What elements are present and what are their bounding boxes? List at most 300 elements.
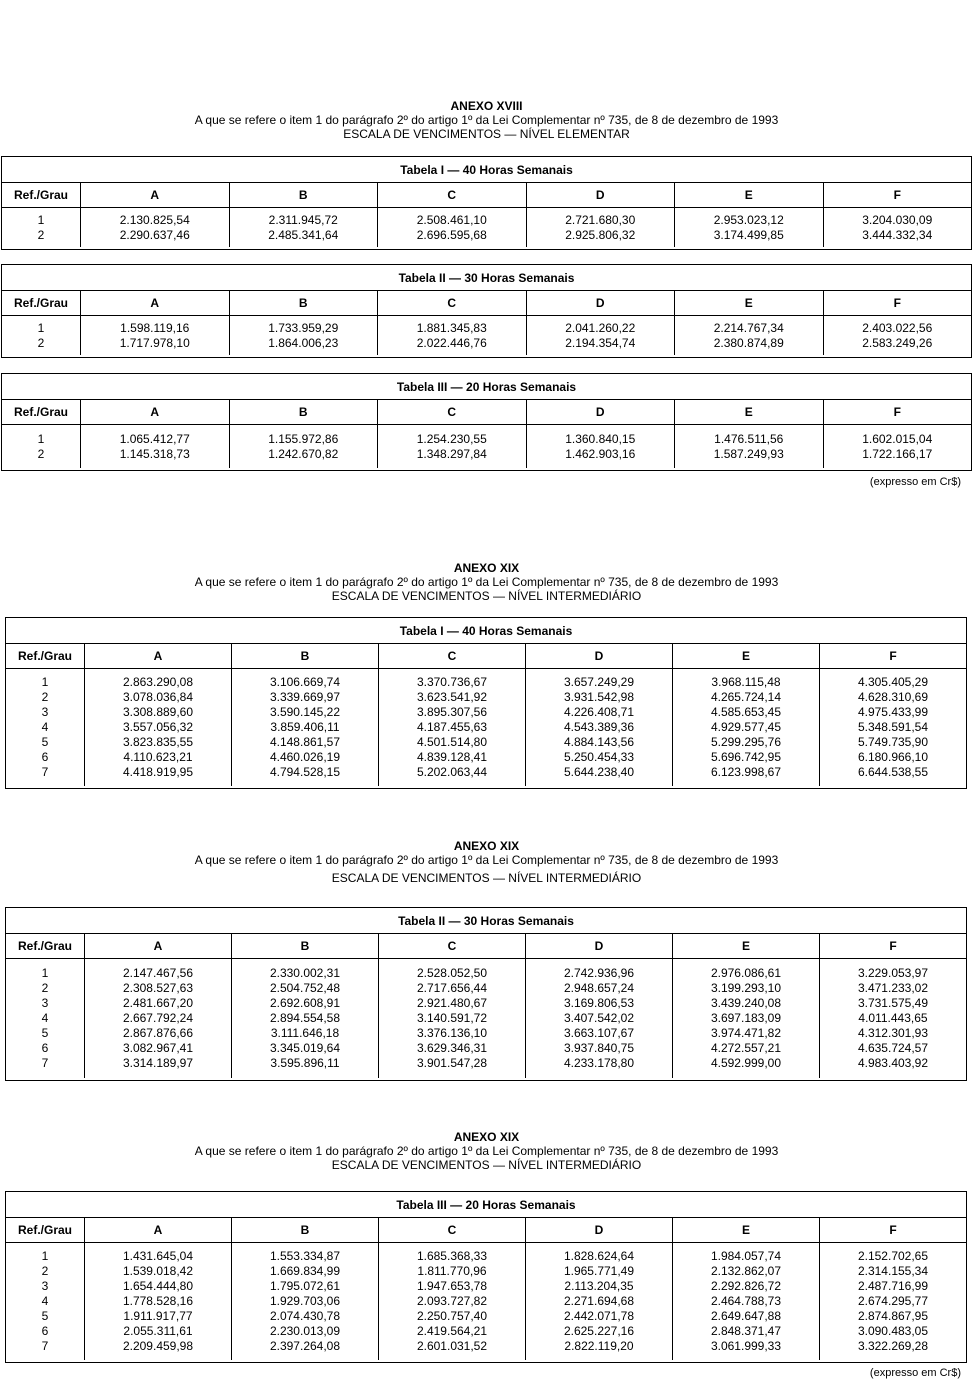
- salary-value: 2.464.788,73: [710, 1294, 782, 1308]
- column-header: B: [229, 291, 378, 315]
- salary-value: 3.322.269,28: [857, 1339, 929, 1353]
- table-body: [2, 425, 971, 468]
- column-header: E: [672, 934, 819, 958]
- salary-value: 1.602.015,04: [862, 431, 933, 446]
- salary-value: 4.794.528,15: [269, 765, 341, 779]
- salary-value: 3.106.669,74: [269, 675, 341, 689]
- salary-value: 3.376.136,10: [416, 1026, 488, 1040]
- salary-value: 2.742.936,96: [563, 966, 635, 980]
- table-caption: Tabela III — 20 Horas Semanais: [2, 374, 971, 400]
- salary-value: 2.397.264,08: [269, 1339, 341, 1353]
- anexo-xix-header: [0, 1130, 973, 1172]
- value-column: [525, 669, 672, 786]
- ref-grau-value: 6: [41, 750, 49, 764]
- salary-value: 4.983.403,92: [857, 1056, 929, 1070]
- salary-value: 2.214.767,34: [713, 320, 784, 335]
- column-header: D: [525, 1218, 672, 1242]
- salary-value: 4.543.389,36: [563, 720, 635, 734]
- salary-value: 2.487.716,99: [857, 1279, 929, 1293]
- ref-grau-value: 3: [41, 1279, 49, 1293]
- ref-grau-value: 7: [41, 1056, 49, 1070]
- salary-value: 3.174.499,85: [713, 227, 784, 242]
- salary-value: 3.204.030,09: [862, 212, 933, 227]
- salary-value: 1.065.412,77: [119, 431, 190, 446]
- salary-value: 2.481.667,20: [122, 996, 194, 1010]
- ref-grau-value: 6: [41, 1041, 49, 1055]
- salary-value: 4.226.408,71: [563, 705, 635, 719]
- anexo-xviii-header: [0, 99, 973, 141]
- column-header: A: [84, 644, 231, 668]
- salary-value: 1.795.072,61: [269, 1279, 341, 1293]
- salary-value: 3.859.406,11: [270, 720, 340, 734]
- salary-value: 4.148.861,57: [269, 735, 341, 749]
- salary-value: 2.194.354,74: [565, 335, 636, 350]
- salary-value: 2.209.459,98: [122, 1339, 194, 1353]
- column-header: C: [377, 183, 526, 207]
- column-header: F: [823, 291, 972, 315]
- column-header: E: [674, 183, 823, 207]
- salary-value: 2.696.595,68: [416, 227, 487, 242]
- table-header-row: [6, 1218, 966, 1243]
- salary-value: 1.984.057,74: [710, 1249, 782, 1263]
- salary-value: 3.082.967,41: [122, 1041, 194, 1055]
- salary-value: 2.649.647,88: [710, 1309, 782, 1323]
- salary-value: 2.601.031,52: [416, 1339, 488, 1353]
- salary-value: 2.130.825,54: [119, 212, 190, 227]
- salary-value: 4.272.557,21: [710, 1041, 782, 1055]
- column-header: C: [378, 644, 525, 668]
- column-header: E: [672, 644, 819, 668]
- value-column: [674, 316, 823, 355]
- salary-value: 2.874.867,95: [857, 1309, 929, 1323]
- salary-value: 2.674.295,77: [857, 1294, 929, 1308]
- salary-value: 5.299.295,76: [710, 735, 782, 749]
- salary-value: 2.625.227,16: [563, 1324, 635, 1338]
- table-header-row: [6, 934, 966, 959]
- salary-value: 2.925.806,32: [565, 227, 636, 242]
- salary-value: 1.911.917,77: [123, 1309, 193, 1323]
- column-header: C: [378, 1218, 525, 1242]
- salary-value: 2.721.680,30: [565, 212, 636, 227]
- salary-value: 1.360.840,15: [565, 431, 636, 446]
- salary-value: 5.202.063,44: [416, 765, 488, 779]
- salary-value: 2.074.430,78: [269, 1309, 341, 1323]
- anexo-scale: ESCALA DE VENCIMENTOS — NÍVEL INTERMEDIÁRIO: [331, 589, 642, 603]
- column-header: F: [819, 644, 966, 668]
- value-column: [819, 959, 966, 1078]
- value-column: [525, 959, 672, 1078]
- salary-value: 3.901.547,28: [416, 1056, 488, 1070]
- salary-value: 1.155.972,86: [268, 431, 339, 446]
- salary-value: 1.462.903,16: [565, 446, 636, 461]
- salary-value: 6.123.998,67: [710, 765, 782, 779]
- column-header: Ref./Grau: [17, 1223, 72, 1237]
- salary-value: 1.242.670,82: [268, 446, 339, 461]
- anexo-title: ANEXO XIX: [453, 1130, 520, 1144]
- salary-value: 4.305.405,29: [857, 675, 929, 689]
- value-column: [377, 425, 526, 468]
- salary-value: 1.654.444,80: [122, 1279, 194, 1293]
- table-body: [6, 959, 966, 1078]
- salary-value: 4.233.178,80: [563, 1056, 635, 1070]
- salary-value: 3.629.346,31: [416, 1041, 488, 1055]
- salary-value: 1.669.834,99: [269, 1264, 341, 1278]
- salary-value: 3.111.646,18: [270, 1026, 340, 1040]
- value-column: [525, 1243, 672, 1360]
- column-header: D: [525, 644, 672, 668]
- value-column: [84, 959, 231, 1078]
- column-header: B: [231, 934, 378, 958]
- ref-grau-column: [6, 1243, 84, 1360]
- column-header: A: [80, 400, 229, 424]
- ref-grau-value: 1: [41, 966, 49, 980]
- salary-value: 2.093.727,82: [416, 1294, 488, 1308]
- salary-value: 1.598.119,16: [120, 320, 190, 335]
- anexo-subtitle: A que se refere o item 1 do parágrafo 2º do artigo 1º da Lei Complementar nº 735, de 8 de dezembro de 1993: [194, 113, 779, 127]
- value-column: [231, 959, 378, 1078]
- column-header: Ref./Grau: [13, 188, 68, 202]
- salary-value: 3.444.332,34: [862, 227, 933, 242]
- salary-value: 3.140.591,72: [416, 1011, 488, 1025]
- salary-value: 3.078.036,84: [122, 690, 194, 704]
- anexo-xix-header: [0, 561, 973, 603]
- salary-value: 3.663.107,67: [563, 1026, 635, 1040]
- salary-value: 1.348.297,84: [416, 446, 487, 461]
- salary-value: 3.557.056,32: [122, 720, 194, 734]
- value-column: [377, 316, 526, 355]
- salary-table: [1, 264, 972, 358]
- salary-value: 3.697.183,09: [710, 1011, 782, 1025]
- anexo-scale: ESCALA DE VENCIMENTOS — NÍVEL ELEMENTAR: [343, 127, 630, 141]
- salary-value: 3.895.307,56: [416, 705, 488, 719]
- ref-grau-value: 2: [41, 981, 49, 995]
- salary-value: 3.937.840,75: [563, 1041, 635, 1055]
- salary-table: [1, 373, 972, 471]
- salary-value: 1.929.703,06: [269, 1294, 341, 1308]
- salary-value: 2.314.155,34: [857, 1264, 929, 1278]
- salary-value: 2.292.826,72: [710, 1279, 782, 1293]
- salary-value: 4.460.026,19: [269, 750, 341, 764]
- salary-value: 2.976.086,61: [710, 966, 782, 980]
- salary-value: 2.948.657,24: [563, 981, 635, 995]
- salary-value: 2.867.876,66: [122, 1026, 194, 1040]
- column-header: F: [819, 1218, 966, 1242]
- salary-value: 4.628.310,69: [857, 690, 929, 704]
- table-header-row: [2, 183, 971, 208]
- value-column: [80, 208, 229, 247]
- column-header: A: [84, 1218, 231, 1242]
- value-column: [672, 1243, 819, 1360]
- ref-grau-value: 2: [37, 335, 45, 350]
- anexo-subtitle: A que se refere o item 1 do parágrafo 2º do artigo 1º da Lei Complementar nº 735, de 8 de dezembro de 1993: [194, 853, 779, 867]
- salary-value: 2.403.022,56: [862, 320, 933, 335]
- salary-value: 1.947.653,78: [416, 1279, 488, 1293]
- salary-value: 2.528.052,50: [416, 966, 488, 980]
- salary-value: 4.187.455,63: [416, 720, 488, 734]
- salary-value: 3.823.835,55: [122, 735, 194, 749]
- table-body: [2, 208, 971, 247]
- column-header: E: [674, 400, 823, 424]
- salary-value: 4.501.514,80: [416, 735, 488, 749]
- salary-value: 2.308.527,63: [122, 981, 194, 995]
- ref-grau-value: 5: [41, 1026, 49, 1040]
- salary-value: 4.839.128,41: [416, 750, 488, 764]
- salary-value: 3.623.541,92: [416, 690, 488, 704]
- column-header: B: [231, 1218, 378, 1242]
- column-header: Ref./Grau: [17, 939, 72, 953]
- ref-grau-value: 5: [41, 1309, 49, 1323]
- salary-value: 4.418.919,95: [122, 765, 194, 779]
- salary-value: 4.592.999,00: [710, 1056, 782, 1070]
- salary-value: 4.635.724,57: [857, 1041, 929, 1055]
- column-header: F: [819, 934, 966, 958]
- salary-value: 2.692.608,91: [269, 996, 341, 1010]
- table-header-row: [2, 291, 971, 316]
- anexo-xix-header: [0, 839, 973, 885]
- value-column: [231, 669, 378, 786]
- salary-value: 1.717.978,10: [119, 335, 190, 350]
- ref-grau-value: 2: [41, 1264, 49, 1278]
- salary-value: 1.476.511,56: [714, 431, 784, 446]
- column-header: D: [526, 291, 675, 315]
- ref-grau-value: 2: [37, 446, 45, 461]
- column-header: C: [378, 934, 525, 958]
- ref-grau-column: [2, 208, 80, 247]
- ref-grau-value: 7: [41, 1339, 49, 1353]
- ref-grau-value: 1: [37, 431, 45, 446]
- salary-value: 4.975.433,99: [857, 705, 929, 719]
- salary-value: 3.339.669,97: [269, 690, 341, 704]
- value-column: [672, 669, 819, 786]
- salary-value: 1.778.528,16: [122, 1294, 194, 1308]
- table-caption: Tabela I — 40 Horas Semanais: [2, 157, 971, 183]
- value-column: [80, 425, 229, 468]
- value-column: [823, 208, 972, 247]
- value-column: [377, 208, 526, 247]
- value-column: [526, 208, 675, 247]
- ref-grau-value: 4: [41, 720, 49, 734]
- salary-value: 3.471.233,02: [857, 981, 929, 995]
- table-body: [2, 316, 971, 355]
- salary-value: 2.848.371,47: [710, 1324, 782, 1338]
- column-header: F: [823, 183, 972, 207]
- ref-grau-value: 1: [37, 212, 45, 227]
- value-column: [84, 669, 231, 786]
- ref-grau-value: 7: [41, 765, 49, 779]
- table-body: [6, 669, 966, 786]
- anexo-title: ANEXO XIX: [453, 839, 520, 853]
- column-header: D: [526, 400, 675, 424]
- value-column: [819, 1243, 966, 1360]
- currency-note: (expresso em Cr$): [869, 476, 961, 488]
- salary-value: 2.147.467,56: [122, 966, 194, 980]
- salary-value: 2.583.249,26: [862, 335, 933, 350]
- anexo-scale: ESCALA DE VENCIMENTOS — NÍVEL INTERMEDIÁRIO: [331, 1158, 642, 1172]
- ref-grau-column: [2, 425, 80, 468]
- salary-value: 5.696.742,95: [710, 750, 782, 764]
- anexo-scale: ESCALA DE VENCIMENTOS — NÍVEL INTERMEDIÁRIO: [331, 871, 642, 885]
- salary-value: 3.590.145,22: [269, 705, 341, 719]
- value-column: [378, 669, 525, 786]
- column-header: B: [229, 400, 378, 424]
- salary-value: 2.041.260,22: [565, 320, 636, 335]
- ref-grau-column: [2, 316, 80, 355]
- salary-value: 1.539.018,42: [122, 1264, 194, 1278]
- salary-value: 2.442.071,78: [563, 1309, 635, 1323]
- column-header: C: [377, 400, 526, 424]
- value-column: [526, 316, 675, 355]
- salary-value: 2.921.480,67: [416, 996, 488, 1010]
- salary-value: 2.152.702,65: [857, 1249, 929, 1263]
- salary-value: 3.657.249,29: [563, 675, 635, 689]
- salary-value: 1.254.230,55: [416, 431, 487, 446]
- column-header: D: [526, 183, 675, 207]
- salary-value: 1.685.368,33: [416, 1249, 488, 1263]
- salary-value: 2.230.013,09: [269, 1324, 341, 1338]
- salary-value: 2.330.002,31: [269, 966, 341, 980]
- column-header: A: [80, 183, 229, 207]
- salary-value: 2.953.023,12: [713, 212, 784, 227]
- salary-value: 2.380.874,89: [713, 335, 784, 350]
- salary-value: 3.968.115,48: [711, 675, 781, 689]
- salary-value: 4.312.301,93: [857, 1026, 929, 1040]
- value-column: [674, 208, 823, 247]
- table-caption: Tabela II — 30 Horas Semanais: [2, 265, 971, 291]
- salary-value: 2.132.862,07: [710, 1264, 782, 1278]
- salary-value: 1.881.345,83: [416, 320, 487, 335]
- salary-value: 2.508.461,10: [416, 212, 487, 227]
- salary-value: 1.145.318,73: [119, 446, 190, 461]
- salary-value: 1.864.006,23: [268, 335, 339, 350]
- column-header: Ref./Grau: [17, 649, 72, 663]
- value-column: [231, 1243, 378, 1360]
- salary-value: 4.110.623,21: [123, 750, 193, 764]
- salary-value: 6.180.966,10: [857, 750, 929, 764]
- anexo-title: ANEXO XVIII: [450, 99, 523, 113]
- ref-grau-value: 6: [41, 1324, 49, 1338]
- value-column: [672, 959, 819, 1078]
- salary-value: 3.199.293,10: [710, 981, 782, 995]
- salary-value: 3.974.471,82: [710, 1026, 782, 1040]
- salary-value: 5.348.591,54: [857, 720, 929, 734]
- salary-value: 2.290.637,46: [119, 227, 190, 242]
- ref-grau-column: [6, 959, 84, 1078]
- salary-value: 2.717.656,44: [416, 981, 488, 995]
- table-body: [6, 1243, 966, 1360]
- column-header: Ref./Grau: [13, 296, 68, 310]
- column-header: Ref./Grau: [13, 405, 68, 419]
- ref-grau-value: 5: [41, 735, 49, 749]
- salary-value: 1.965.771,49: [563, 1264, 635, 1278]
- ref-grau-value: 1: [41, 1249, 49, 1263]
- column-header: B: [231, 644, 378, 668]
- salary-value: 4.011.443,65: [858, 1011, 928, 1025]
- salary-value: 1.722.166,17: [862, 446, 933, 461]
- ref-grau-value: 2: [41, 690, 49, 704]
- salary-value: 4.884.143,56: [563, 735, 635, 749]
- salary-value: 2.894.554,58: [269, 1011, 341, 1025]
- salary-table: [5, 1191, 967, 1363]
- salary-value: 1.828.624,64: [563, 1249, 635, 1263]
- value-column: [229, 425, 378, 468]
- column-header: E: [672, 1218, 819, 1242]
- salary-value: 2.863.290,08: [122, 675, 194, 689]
- salary-value: 2.055.311,61: [123, 1324, 193, 1338]
- ref-grau-value: 4: [41, 1294, 49, 1308]
- salary-value: 2.022.446,76: [416, 335, 487, 350]
- column-header: B: [229, 183, 378, 207]
- value-column: [80, 316, 229, 355]
- salary-value: 3.090.483,05: [857, 1324, 929, 1338]
- salary-table: [1, 156, 972, 250]
- salary-value: 1.733.959,29: [268, 320, 339, 335]
- salary-value: 3.731.575,49: [857, 996, 929, 1010]
- value-column: [674, 425, 823, 468]
- table-header-row: [2, 400, 971, 425]
- salary-value: 1.553.334,87: [269, 1249, 341, 1263]
- column-header: A: [80, 291, 229, 315]
- salary-value: 2.822.119,20: [564, 1339, 634, 1353]
- salary-value: 5.749.735,90: [857, 735, 929, 749]
- salary-value: 5.250.454,33: [563, 750, 635, 764]
- value-column: [84, 1243, 231, 1360]
- ref-grau-value: 1: [37, 320, 45, 335]
- salary-table: [5, 907, 967, 1081]
- value-column: [229, 316, 378, 355]
- salary-value: 3.061.999,33: [710, 1339, 782, 1353]
- salary-value: 4.265.724,14: [710, 690, 782, 704]
- ref-grau-value: 3: [41, 705, 49, 719]
- salary-value: 2.419.564,21: [416, 1324, 488, 1338]
- table-caption: Tabela III — 20 Horas Semanais: [6, 1192, 966, 1218]
- salary-value: 2.667.792,24: [122, 1011, 194, 1025]
- salary-value: 3.169.806,53: [563, 996, 635, 1010]
- value-column: [819, 669, 966, 786]
- ref-grau-value: 2: [37, 227, 45, 242]
- value-column: [378, 1243, 525, 1360]
- table-caption: Tabela II — 30 Horas Semanais: [6, 908, 966, 934]
- salary-value: 2.113.204,35: [564, 1279, 634, 1293]
- salary-value: 3.229.053,97: [857, 966, 929, 980]
- salary-value: 3.370.736,67: [416, 675, 488, 689]
- column-header: A: [84, 934, 231, 958]
- column-header: E: [674, 291, 823, 315]
- column-header: C: [377, 291, 526, 315]
- ref-grau-value: 3: [41, 996, 49, 1010]
- salary-value: 1.431.645,04: [122, 1249, 194, 1263]
- currency-note: (expresso em Cr$): [869, 1367, 961, 1379]
- salary-value: 5.644.238,40: [563, 765, 635, 779]
- salary-value: 3.345.019,64: [269, 1041, 341, 1055]
- table-caption: Tabela I — 40 Horas Semanais: [6, 618, 966, 644]
- salary-value: 2.271.694,68: [563, 1294, 635, 1308]
- column-header: D: [525, 934, 672, 958]
- anexo-subtitle: A que se refere o item 1 do parágrafo 2º do artigo 1º da Lei Complementar nº 735, de 8 de dezembro de 1993: [194, 575, 779, 589]
- salary-value: 3.314.189,97: [122, 1056, 194, 1070]
- salary-value: 2.250.757,40: [416, 1309, 488, 1323]
- salary-value: 3.931.542,98: [563, 690, 635, 704]
- ref-grau-value: 4: [41, 1011, 49, 1025]
- anexo-title: ANEXO XIX: [453, 561, 520, 575]
- value-column: [229, 208, 378, 247]
- salary-table: [5, 617, 967, 789]
- salary-value: 1.811.770,96: [417, 1264, 487, 1278]
- salary-value: 3.439.240,08: [710, 996, 782, 1010]
- salary-value: 3.407.542,02: [563, 1011, 635, 1025]
- salary-value: 3.595.896,11: [270, 1056, 340, 1070]
- salary-value: 4.929.577,45: [710, 720, 782, 734]
- salary-value: 3.308.889,60: [122, 705, 194, 719]
